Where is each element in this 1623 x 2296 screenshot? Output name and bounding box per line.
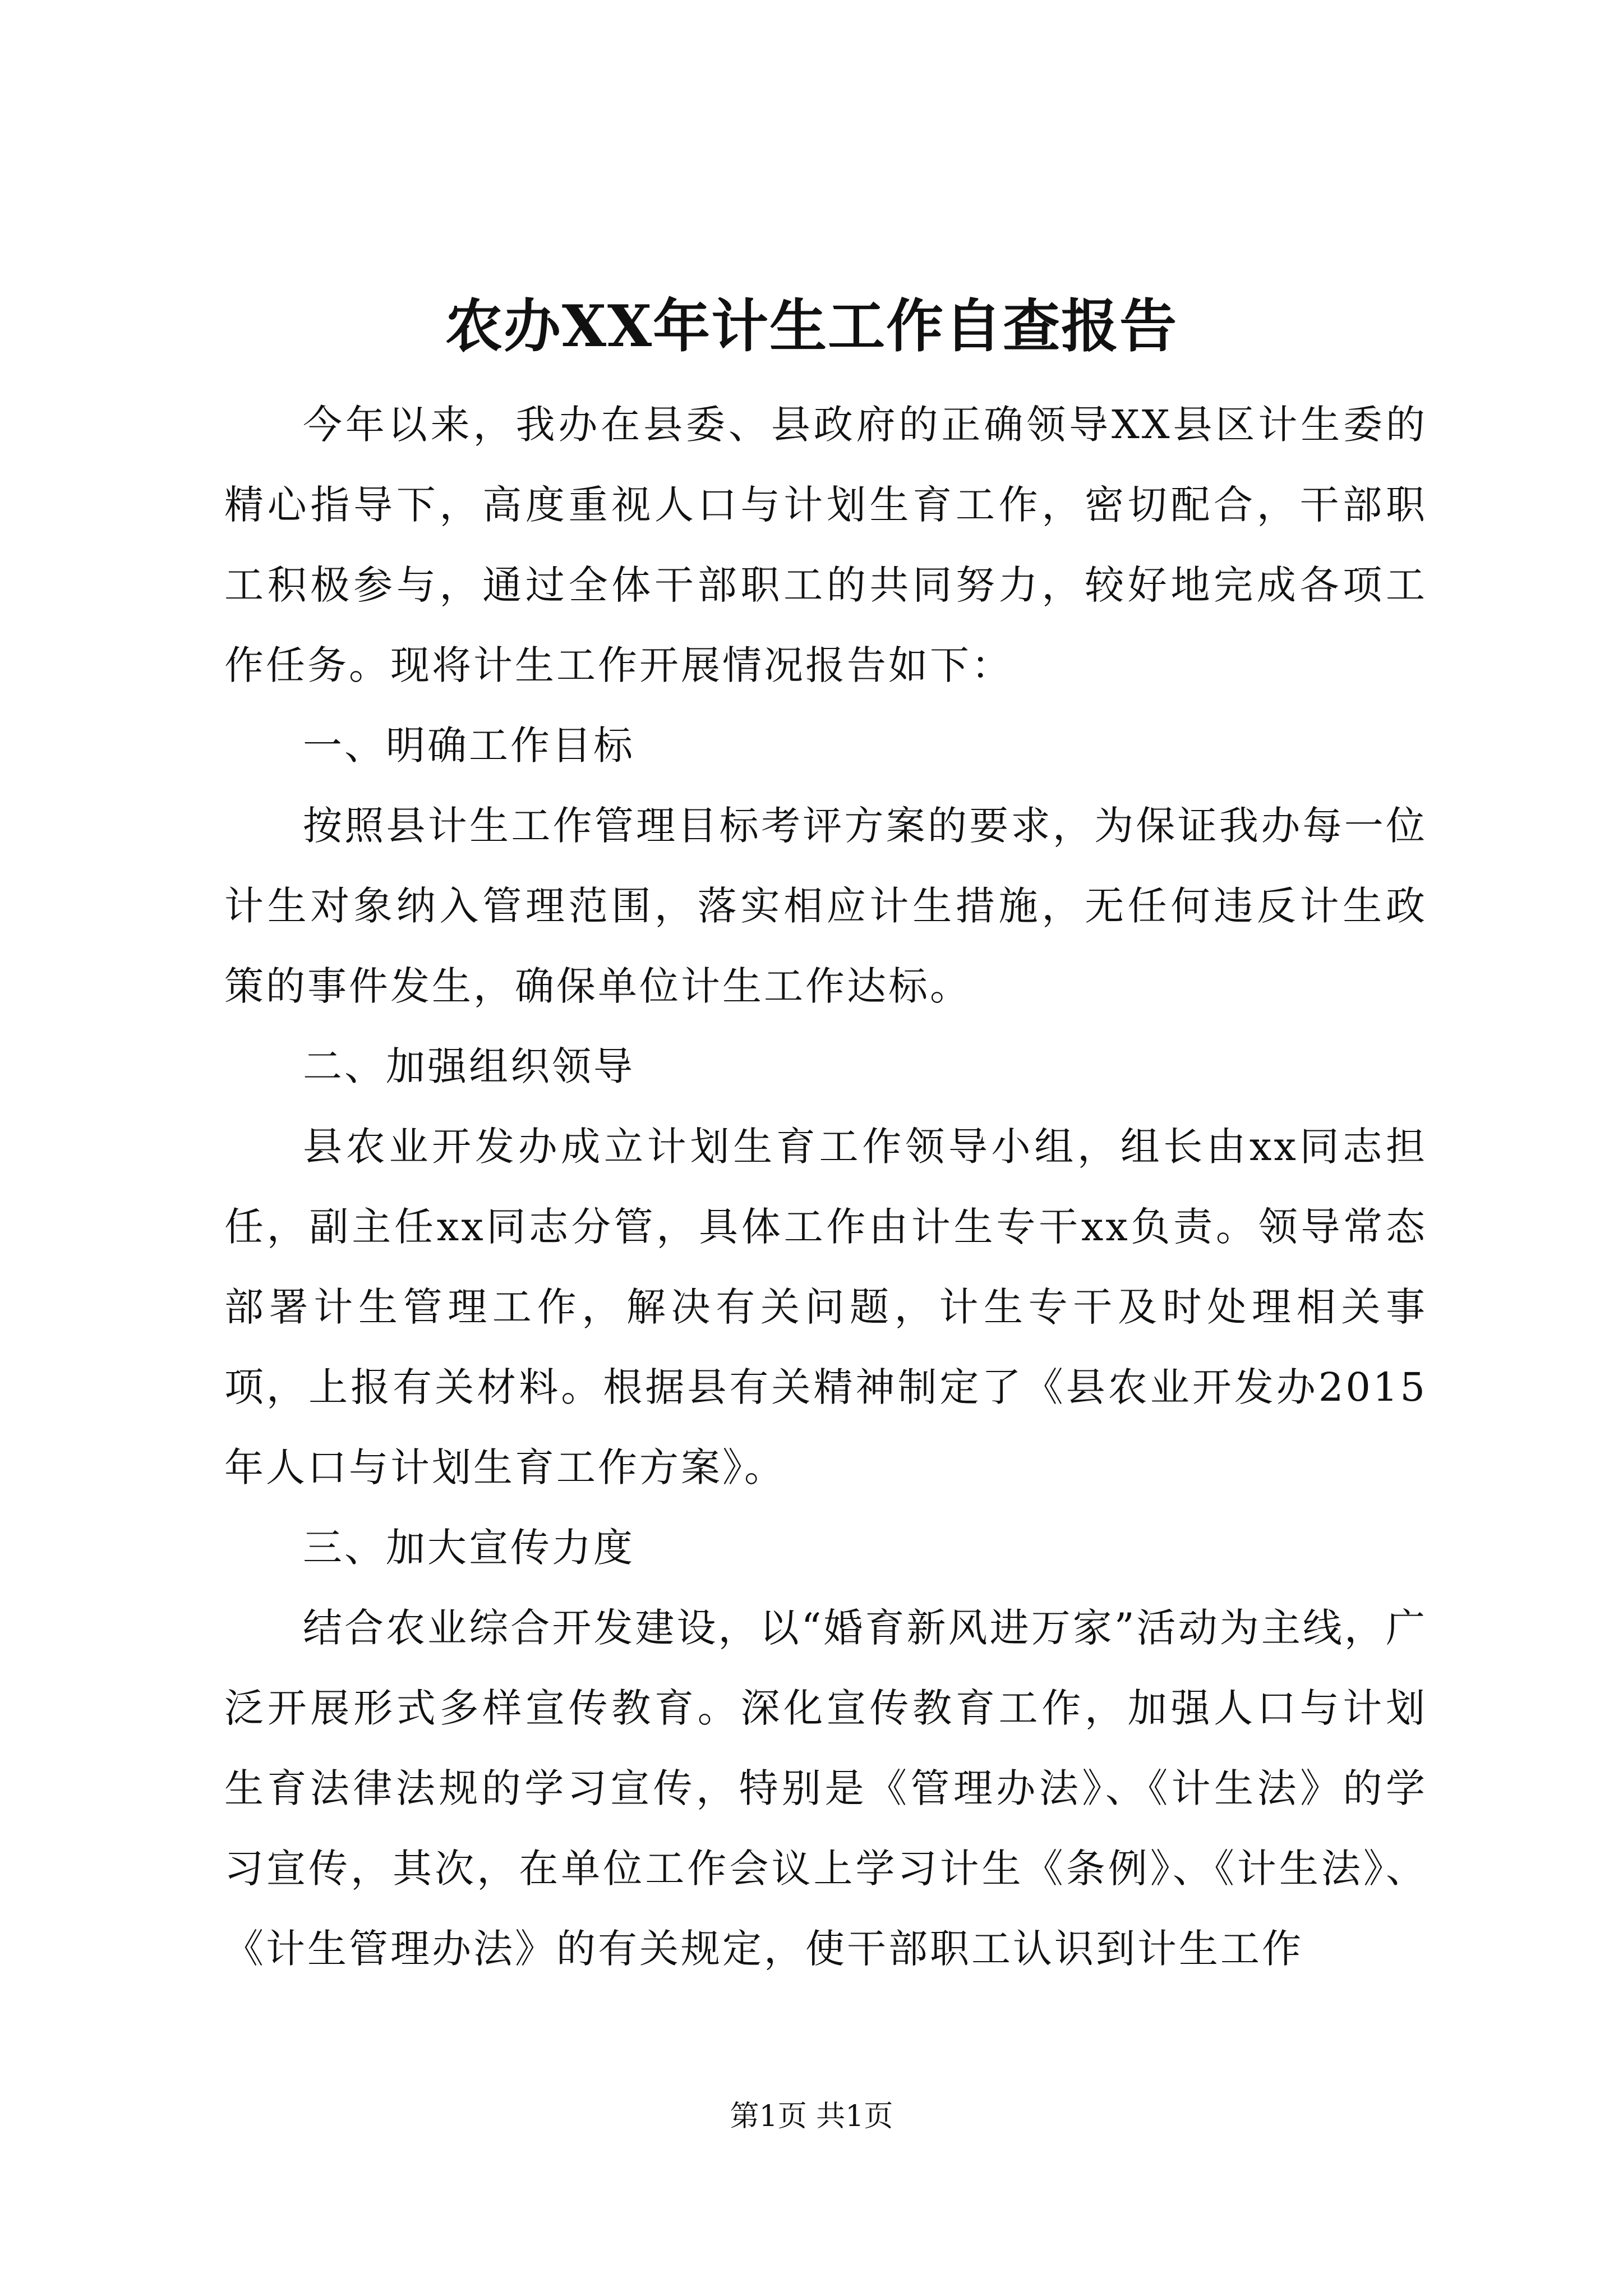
section-heading-goals: 一、明确工作目标 xyxy=(303,723,635,769)
section-heading-publicity: 三、加大宣传力度 xyxy=(303,1525,635,1571)
document-body xyxy=(224,385,1427,1989)
section-heading-leadership: 二、加强组织领导 xyxy=(303,1043,635,1089)
page-number-footer: 第1页 共1页 xyxy=(730,2100,893,2133)
intro-paragraph: 今年以来，我办在县委、县政府的正确领导XX县区计生委的精心指导下，高度重视人口与计划生育工作，密切配合，干部职工积极参与，通过全体干部职工的共同努力，较好地完成各项工作任务。现将计生工作开展情况报告如下： xyxy=(224,402,1427,688)
publicity-paragraph: 结合农业综合开发建设，以“婚育新风进万家”活动为主线，广泛开展形式多样宣传教育。深化宣传教育工作，加强人口与计划生育法律法规的学习宣传，特别是《管理办法》、《计生法》的学习宣传，其次，在单位工作会议上学习计生《条例》、《计生法》、《计生管理办法》的有关规定，使干部职工认识到计生工作 xyxy=(224,1605,1427,1972)
leadership-paragraph: 县农业开发办成立计划生育工作领导小组，组长由xx同志担任，副主任xx同志分管，具体工作由计生专干xx负责。领导常态部署计生管理工作，解决有关问题，计生专干及时处理相关事项，上报有关材料。根据县有关精神制定了《县农业开发办2015年人口与计划生育工作方案》。 xyxy=(224,1124,1427,1490)
document-title: 农办XX年计生工作自查报告 xyxy=(445,293,1178,360)
goals-paragraph: 按照县计生工作管理目标考评方案的要求，为保证我办每一位计生对象纳入管理范围，落实相应计生措施，无任何违反计生政策的事件发生，确保单位计生工作达标。 xyxy=(224,803,1427,1009)
